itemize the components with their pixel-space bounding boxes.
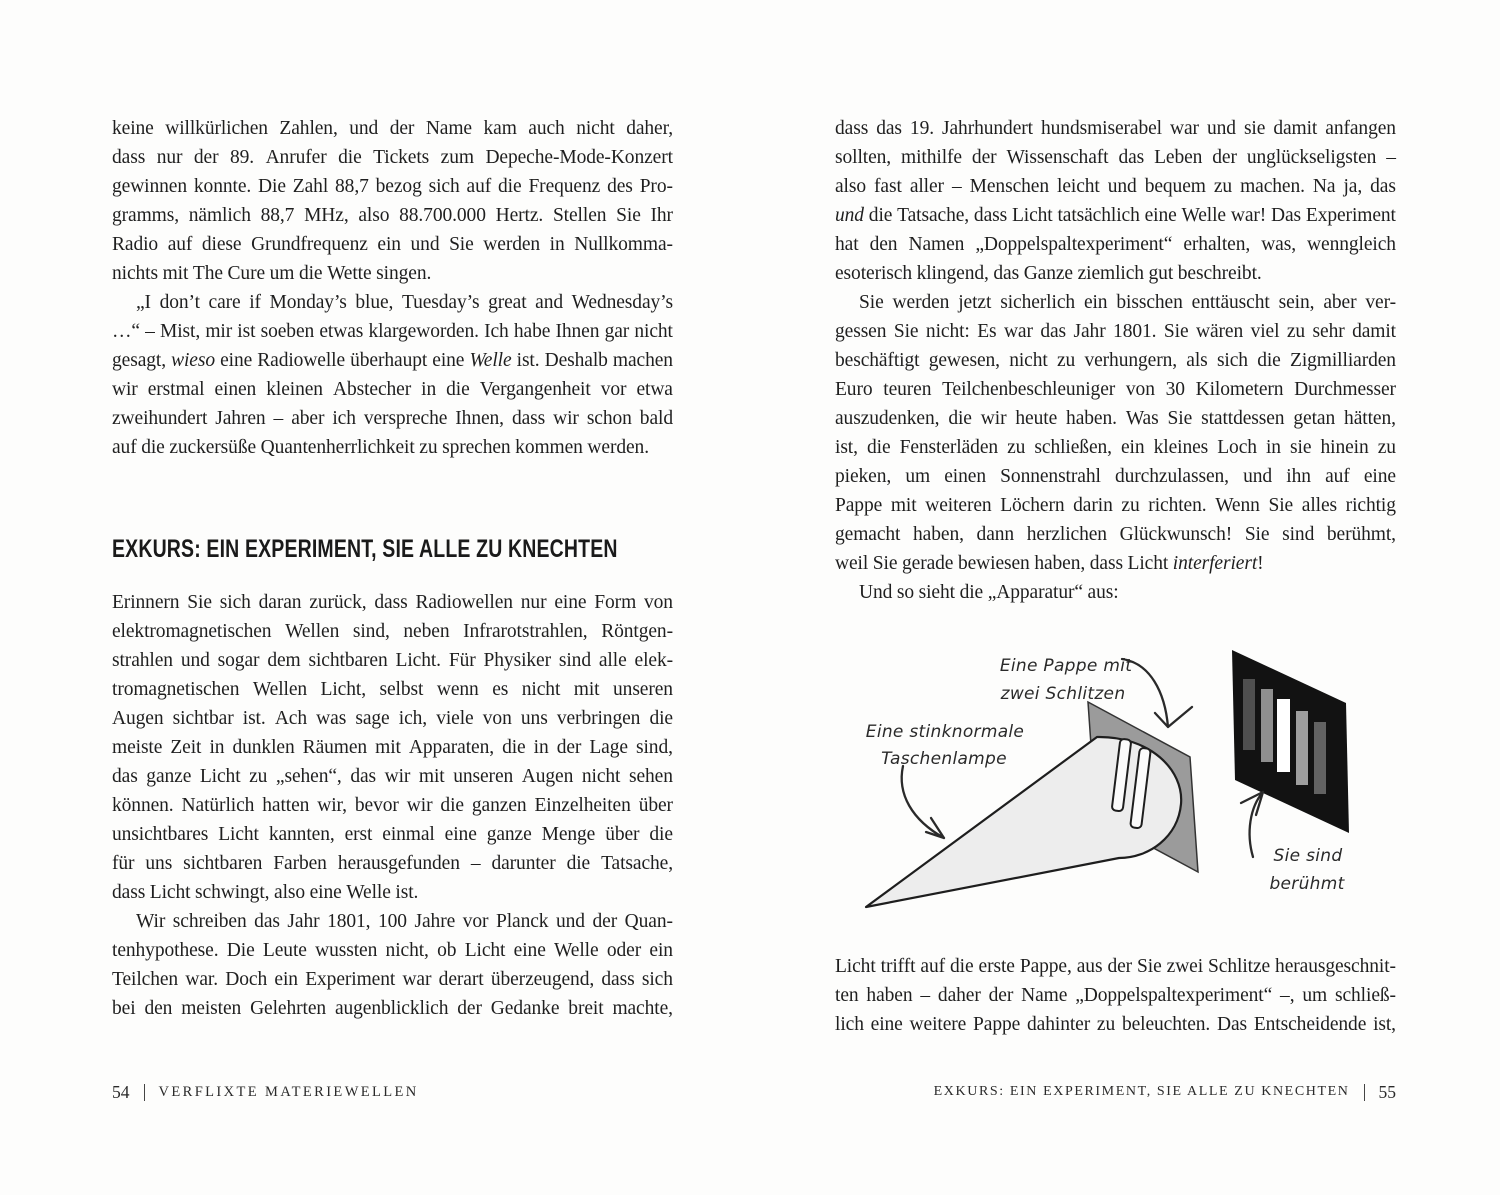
text-line: ist, die Fensterläden zu schließen, ein kleines Loch in sie hinein zu [835,437,1396,458]
text-line: meiste Zeit in dunklen Räumen mit Apparaten, die in der Lage sind, [112,737,673,758]
text-line: dass das 19. Jahrhundert hundsmiserabel war und sie damit anfangen [835,118,1396,139]
text-line: gessen Sie nicht: Es war das Jahr 1801. Sie wären viel zu sehr damit [835,321,1396,342]
text-line: und die Tatsache, dass Licht tatsächlich eine Welle war! Das Experiment [835,205,1396,226]
footer-separator [144,1084,145,1101]
text-line: unsichtbares Licht kannten, erst einmal eine ganze Menge über die [112,824,673,845]
paragraph [835,578,1396,607]
interference-bar-4 [1296,711,1308,785]
section-heading: EXKURS: EIN EXPERIMENT, SIE ALLE ZU KNECHTEN [112,535,618,563]
right-running-head: EXKURS: EIN EXPERIMENT, SIE ALLE ZU KNECHTEN [933,1084,1350,1099]
text-line: auszudenken, die wir heute haben. Was Sie stattdessen getan hätten, [835,408,1396,429]
text-line: Erinnern Sie sich daran zurück, dass Radiowellen nur eine Form von [112,592,673,613]
paragraph [835,952,1396,1039]
text-line: elektromagnetischen Wellen sind, neben Infrarotstrahlen, Röntgen- [112,621,673,642]
interference-bar-5 [1314,722,1326,794]
text-line: also fast aller – Menschen leicht und bequem zu machen. Na ja, das [835,176,1396,197]
left-page-footer [112,1080,673,1104]
flashlight-label-line1: Eine stinknormale [865,722,1025,742]
text-line: beschäftigt gewesen, nicht zu verhungern, als sich die Zigmilliarden [835,350,1396,371]
paragraph [112,907,673,1023]
text-line: …“ – Mist, mir ist soeben etwas klargeworden. Ich habe Ihnen gar nicht [112,321,673,342]
interference-bar-2 [1261,689,1273,762]
text-line: Radio auf diese Grundfrequenz ein und Sie werden in Nullkomma- [112,234,673,255]
paragraph [835,114,1396,288]
right-page-number: 55 [1378,1081,1396,1102]
text-line: für uns sichtbaren Farben herausgefunden – darunter die Tatsache, [112,853,673,874]
interference-bar-3 [1277,699,1290,772]
paragraph [112,114,673,288]
card-arrow [1122,659,1192,727]
text-line: bei den meisten Gelehrten augenblicklich der Gedanke breit machte, [112,998,673,1019]
text-line: nichts mit The Cure um die Wette singen. [112,263,432,284]
text-line: ten haben – daher der Name „Doppelspaltexperiment“ –, um schließ- [835,985,1396,1006]
card-label-line1: Eine Pappe mit [999,656,1133,676]
paragraph [835,288,1396,578]
text-line: strahlen und sogar dem sichtbaren Licht. Für Physiker sind alle elek- [112,650,673,671]
double-slit-illustration [840,618,1420,950]
text-line: können. Natürlich hatten wir, bevor wir die ganzen Einzelheiten über [112,795,673,816]
card-label-line2: zwei Schlitzen [1000,684,1126,704]
text-line: Wir schreiben das Jahr 1801, 100 Jahre vor Planck und der Quan- [136,911,673,932]
text-line: sollten, mithilfe der Wissenschaft das Leben der unglückseligsten – [835,147,1396,168]
flashlight-arrow [902,766,944,838]
text-line: keine willkürlichen Zahlen, und der Name kam auch nicht daher, [112,118,673,139]
text-line: Sie werden jetzt sicherlich ein bisschen enttäuscht sein, aber ver- [859,292,1396,313]
text-line: Licht trifft auf die erste Pappe, aus der Sie zwei Schlitze herausgeschnit- [835,956,1396,977]
text-line: auf die zuckersüße Quantenherrlichkeit zu sprechen kommen werden. [112,437,649,458]
flashlight-label-line2: Taschenlampe [881,749,1007,769]
text-line: hat den Namen „Doppelspaltexperiment“ erhalten, was, wenngleich [835,234,1396,255]
text-line: dass Licht schwingt, also eine Welle ist. [112,882,419,903]
text-line: Augen sichtbar ist. Ach was sage ich, viele von uns verbringen die [112,708,673,729]
footer-separator [1364,1084,1365,1101]
text-line: Und so sieht die „Apparatur“ aus: [859,582,1119,603]
text-line: pieken, um einen Sonnenstrahl durchzulassen, und ihn auf eine [835,466,1396,487]
paragraph [112,288,673,462]
text-line: wir erstmal einen kleinen Abstecher in die Vergangenheit vor etwa [112,379,673,400]
famous-label-line2: berühmt [1269,874,1345,894]
text-line: tromagnetischen Wellen Licht, selbst wenn es nicht mit unseren [112,679,673,700]
text-line: dass nur der 89. Anrufer die Tickets zum Depeche-Mode-Konzert [112,147,673,168]
screen-arrow [1241,792,1263,857]
text-line: gramms, nämlich 88,7 MHz, also 88.700.000 Hertz. Stellen Sie Ihr [112,205,673,226]
text-line: zweihundert Jahren – aber ich verspreche Ihnen, dass wir schon bald [112,408,673,429]
text-line: das ganze Licht zu „sehen“, das wir mit unseren Augen nicht sehen [112,766,673,787]
text-line: weil Sie gerade bewiesen haben, dass Licht interferiert! [835,553,1264,574]
text-line: gemacht haben, dann herzlichen Glückwunsch! Sie sind berühmt, [835,524,1396,545]
paragraph [112,588,673,907]
text-line: Pappe mit weiteren Löchern darin zu richten. Wenn Sie alles richtig [835,495,1396,516]
text-line: gewinnen konnte. Die Zahl 88,7 bezog sich auf die Frequenz des Pro- [112,176,673,197]
text-line: Euro teuren Teilchenbeschleuniger von 30 Kilometern Durchmesser [835,379,1396,400]
text-line: esoterisch klingend, das Ganze ziemlich gut beschreibt. [835,263,1262,284]
text-line: Teilchen war. Doch ein Experiment war derart überzeugend, dass sich [112,969,673,990]
text-line: lich eine weitere Pappe dahinter zu beleuchten. Das Entscheidende ist, [835,1014,1396,1035]
right-page-footer [835,1080,1396,1104]
text-line: „I don’t care if Monday’s blue, Tuesday’s great and Wednesday’s [136,292,673,313]
text-line: gesagt, wieso eine Radiowelle überhaupt eine Welle ist. Deshalb machen [112,350,673,371]
left-page-number: 54 [112,1081,130,1102]
left-running-head: VERFLIXTE MATERIEWELLEN [158,1083,419,1100]
interference-bar-1 [1243,679,1255,750]
famous-label-line1: Sie sind [1273,846,1343,866]
left-page-body [112,114,673,1023]
text-line: tenhypothese. Die Leute wussten nicht, ob Licht eine Welle oder ein [112,940,673,961]
